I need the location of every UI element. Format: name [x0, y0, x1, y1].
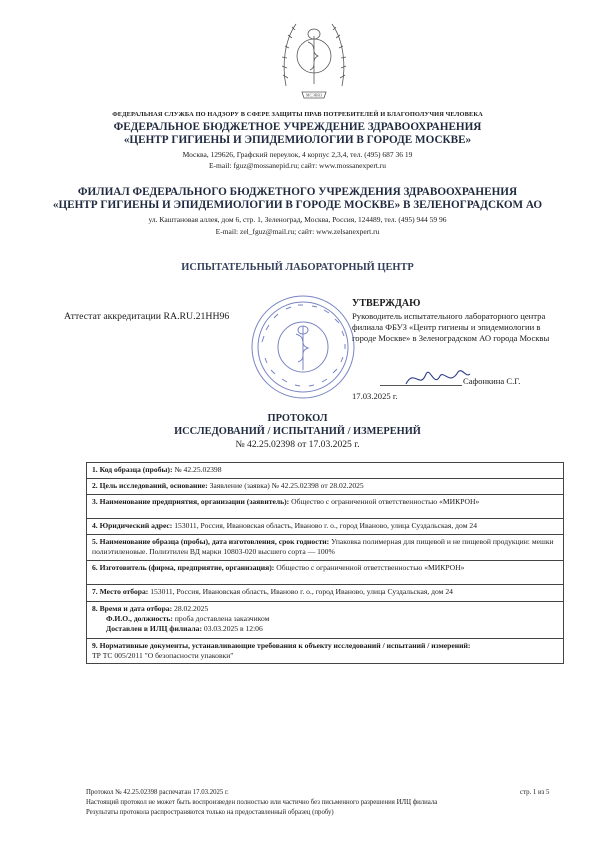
row-label: 8. Время и дата отбора: — [92, 604, 173, 613]
page-number: стр. 1 из 5 — [520, 789, 550, 796]
fio-value: проба доставлена заказчиком — [174, 614, 270, 623]
table-row — [87, 639, 563, 663]
row-value: Заявление (заявка) № 42.25.02398 от 28.02.2025 — [209, 481, 364, 490]
branch-contacts: E-mail: zel_fguz@mail.ru; сайт: www.zelsanexpert.ru — [215, 227, 380, 236]
approval-date: 17.03.2025 г. — [352, 391, 398, 401]
approval-signer: Сафонкина С.Г. — [463, 376, 521, 386]
table-row — [87, 561, 563, 585]
org-contacts: E-mail: fguz@mossanepid.ru; сайт: www.mossanexpert.ru — [208, 161, 387, 170]
row-value: 28.02.2025 — [174, 604, 209, 613]
org-address: Москва, 129626, Графский переулок, 4 корпус 2,3,4, тел. (495) 687 36 19 — [182, 150, 413, 159]
protocol-number: № 42.25.02398 от 17.03.2025 г. — [235, 439, 360, 450]
branch-address: ул. Каштановая аллея, дом 6, стр. 1, Зеленоград, Москва, Россия, 124489, тел. (495) 944 59 96 — [148, 215, 447, 224]
org-title-line1: ФЕДЕРАЛЬНОЕ БЮДЖЕТНОЕ УЧРЕЖДЕНИЕ ЗДРАВООХРАНЕНИЯ — [113, 121, 482, 133]
table-row — [87, 585, 563, 602]
branch-title-line1: ФИЛИАЛ ФЕДЕРАЛЬНОГО БЮДЖЕТНОГО УЧРЕЖДЕНИЯ ЗДРАВООХРАНЕНИЯ — [77, 186, 518, 198]
row-label: 6. Изготовитель (фирма, предприятие, организация): — [92, 563, 275, 572]
row-label: 5. Наименование образца (пробы), дата изготовления, срок годности: — [92, 537, 330, 546]
table-row — [87, 479, 563, 495]
approval-body: Руководитель испытательного лабораторного центра филиала ФБУЗ «Центр гигиены и эпидемиологии в городе Москве» в Зеленоградском АО города Москвы — [352, 311, 550, 344]
delivered-value: 03.03.2025 в 12:06 — [203, 624, 263, 633]
accreditation-text: Аттестат аккредитации RA.RU.21НН96 — [64, 311, 230, 322]
sample-info-table — [86, 462, 564, 664]
table-row — [87, 463, 563, 479]
service-line: ФЕДЕРАЛЬНАЯ СЛУЖБА ПО НАДЗОРУ В СФЕРЕ ЗАЩИТЫ ПРАВ ПОТРЕБИТЕЛЕЙ И БЛАГОПОЛУЧИЯ ЧЕЛОВЕКА — [112, 111, 483, 118]
table-row — [87, 519, 563, 535]
stamp-icon — [250, 294, 356, 400]
emblem-icon — [278, 6, 350, 106]
row-label: 4. Юридический адрес: — [92, 521, 173, 530]
branch-title-line2: «ЦЕНТР ГИГИЕНЫ И ЭПИДЕМИОЛОГИИ В ГОРОДЕ МОСКВЕ» В ЗЕЛЕНОГРАДСКОМ АО — [52, 199, 543, 211]
protocol-title: ПРОТОКОЛ — [267, 413, 328, 424]
row-label: 7. Место отбора: — [92, 587, 149, 596]
fio-label: Ф.И.О., должность: — [106, 614, 173, 623]
row-value: ТР ТС 005/2011 "О безопасности упаковки" — [92, 651, 234, 660]
protocol-subtitle: ИССЛЕДОВАНИЙ / ИСПЫТАНИЙ / ИЗМЕРЕНИЙ — [174, 426, 421, 437]
table-row — [87, 602, 563, 639]
lab-title: ИСПЫТАТЕЛЬНЫЙ ЛАБОРАТОРНЫЙ ЦЕНТР — [181, 262, 414, 273]
footer-notice-2: Результаты протокола распространяются только на предоставленный образец (пробу) — [86, 809, 334, 816]
table-row — [87, 535, 563, 561]
signature-line — [380, 385, 462, 386]
emblem-caption: МСЭВВЗ — [305, 92, 323, 98]
row-label: 2. Цель исследований, основание: — [92, 481, 208, 490]
row-label: 1. Код образца (пробы): — [92, 465, 173, 474]
delivered-label: Доставлен в ИЛЦ филиала: — [106, 624, 203, 633]
table-row — [87, 495, 563, 519]
footer-printed: Протокол № 42.25.02398 распечатан 17.03.2025 г. — [86, 789, 229, 796]
row-value: № 42.25.02398 — [174, 465, 222, 474]
row-value: Общество с ограниченной ответственностью «МИКРОН» — [291, 497, 480, 506]
row-value: Общество с ограниченной ответственностью «МИКРОН» — [276, 563, 465, 572]
org-title-line2: «ЦЕНТР ГИГИЕНЫ И ЭПИДЕМИОЛОГИИ В ГОРОДЕ МОСКВЕ» — [123, 134, 472, 146]
row-value: Упаковка полимерная для пищевой и не пищевой продукции: мешки полиэтиленовые. Полиэтилен ВД марки 10803-020 высшего сорта — 100% — [92, 537, 554, 556]
row-value: 153011, Россия, Ивановская область, Иваново г. о., город Иваново, улица Суздальская, дом 24 — [174, 521, 477, 530]
row-value: 153011, Россия, Ивановская область, Иваново г. о., город Иваново, улица Суздальская, дом 24 — [150, 587, 453, 596]
row-label: 9. Нормативные документы, устанавливающие требования к объекту исследований / испытаний / измерений: — [92, 641, 471, 650]
approval-title: УТВЕРЖДАЮ — [352, 298, 421, 309]
footer-notice-1: Настоящий протокол не может быть воспроизведен полностью или частично без письменного разрешения ИЛЦ филиала — [86, 799, 438, 806]
signature-icon — [400, 364, 472, 392]
row-label: 3. Наименование предприятия, организации (заявитель): — [92, 497, 290, 506]
